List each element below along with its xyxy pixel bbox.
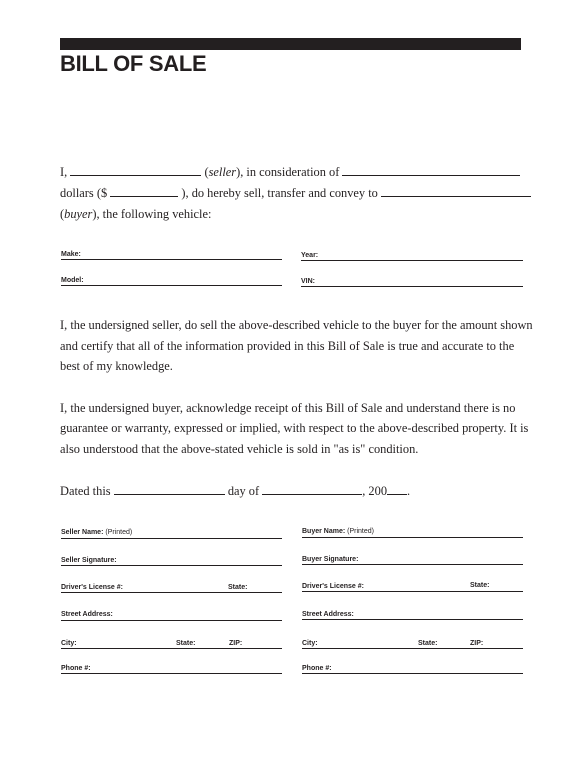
- buyer-license-label: Driver's License #:: [302, 583, 364, 590]
- header-bar: [60, 38, 521, 50]
- buyer-address-label: Street Address:: [302, 611, 354, 618]
- page-title: BILL OF SALE: [60, 51, 207, 76]
- buyer-statement-line-3: also understood that the above-stated vehicle is sold in "as is" condition.: [60, 442, 419, 456]
- buyer-city-state-label: State:: [418, 640, 438, 647]
- seller-city-field[interactable]: [61, 648, 282, 649]
- consideration-blank[interactable]: [342, 164, 520, 176]
- intro-line-3: (buyer), the following vehicle:: [60, 207, 212, 221]
- buyer-signature-field[interactable]: [302, 564, 523, 565]
- buyer-name-field[interactable]: [302, 537, 523, 538]
- buyer-statement-line-1: I, the undersigned buyer, acknowledge receipt of this Bill of Sale and understand there is no: [60, 401, 516, 415]
- seller-signature-field[interactable]: [61, 565, 282, 566]
- vin-label: VIN:: [301, 278, 315, 285]
- buyer-city-field[interactable]: [302, 648, 523, 649]
- buyer-address-field[interactable]: [302, 619, 523, 620]
- buyer-license-field[interactable]: [302, 591, 523, 592]
- seller-statement-line-3: best of my knowledge.: [60, 359, 173, 373]
- seller-name-blank[interactable]: [70, 164, 201, 176]
- seller-word: seller: [208, 165, 237, 179]
- seller-statement-line-1: I, the undersigned seller, do sell the above-described vehicle to the buyer for the amount shown: [60, 318, 533, 332]
- buyer-license-state-label: State:: [470, 582, 490, 589]
- seller-address-label: Street Address:: [61, 611, 113, 618]
- seller-name-label: Seller Name: (Printed): [61, 529, 133, 536]
- seller-signature-label: Seller Signature:: [61, 557, 117, 564]
- month-blank[interactable]: [262, 483, 362, 495]
- intro-line-2: dollars ($ ), do hereby sell, transfer and convey to: [60, 185, 531, 201]
- buyer-phone-label: Phone #:: [302, 665, 332, 672]
- seller-city-state-label: State:: [176, 640, 196, 647]
- buyer-name-label: Buyer Name: (Printed): [302, 528, 374, 535]
- year-field[interactable]: [301, 260, 523, 261]
- buyer-statement-line-2: guarantee or warranty, expressed or implied, with respect to the above-described property. It is: [60, 421, 529, 435]
- model-label: Model:: [61, 277, 84, 284]
- seller-name-field[interactable]: [61, 538, 282, 539]
- seller-license-field[interactable]: [61, 592, 282, 593]
- vin-field[interactable]: [301, 286, 523, 287]
- model-field[interactable]: [61, 285, 282, 286]
- buyer-signature-label: Buyer Signature:: [302, 556, 359, 563]
- year-blank[interactable]: [387, 483, 407, 495]
- buyer-zip-label: ZIP:: [470, 640, 484, 647]
- make-field[interactable]: [61, 259, 282, 260]
- day-blank[interactable]: [114, 483, 225, 495]
- seller-city-label: City:: [61, 640, 77, 647]
- amount-blank[interactable]: [110, 185, 178, 197]
- dated-line: Dated this day of , 200 .: [60, 484, 411, 498]
- seller-license-state-label: State:: [228, 584, 248, 591]
- seller-address-field[interactable]: [61, 620, 282, 621]
- seller-license-label: Driver's License #:: [61, 584, 123, 591]
- seller-statement-line-2: and certify that all of the information provided in this Bill of Sale is true and accurate to the: [60, 339, 515, 353]
- buyer-word: buyer: [64, 207, 93, 221]
- buyer-city-label: City:: [302, 640, 318, 647]
- buyer-phone-field[interactable]: [302, 673, 523, 674]
- intro-line-1: I, (seller), in consideration of: [60, 164, 520, 180]
- buyer-name-blank[interactable]: [381, 185, 531, 197]
- year-label: Year:: [301, 252, 319, 259]
- seller-phone-field[interactable]: [61, 673, 282, 674]
- make-label: Make:: [61, 251, 81, 258]
- seller-zip-label: ZIP:: [229, 640, 243, 647]
- seller-phone-label: Phone #:: [61, 665, 91, 672]
